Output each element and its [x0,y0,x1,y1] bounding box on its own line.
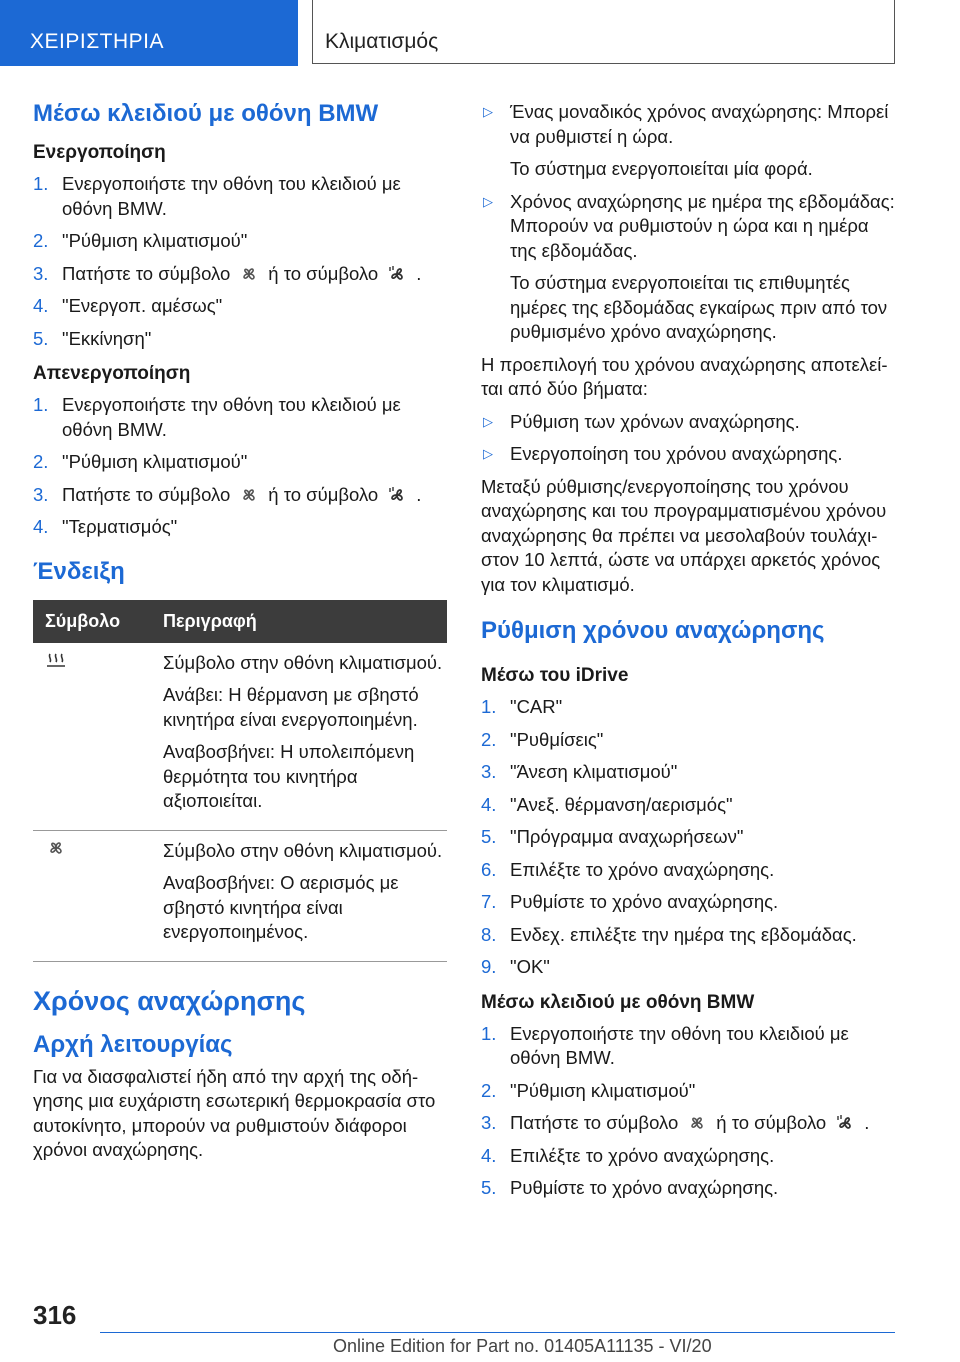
list-item: 6. Επιλέξτε το χρόνο αναχώρησης. [481,858,775,880]
departure-heading: Χρόνος αναχώρησης [33,985,306,1016]
ventilation-icon [238,486,260,504]
list-item: 1. Ενεργοποιήστε την οθόνη του κλειδιού με οθόνη BMW. [481,1022,849,1068]
section-tab: ΧΕΙΡΙΣΤΗΡΙΑ [0,0,298,66]
list-item: 9. "OK" [481,956,550,977]
right-column [481,100,897,1213]
principle-text: Για να διασφαλιστεί ήδη από την αρχή της οδήγησης μια ευχάριστη εσωτερική θερμοκρασία στο αυτοκίνητο, μπορούν να ρυθμιστούν διάφοροι χρόνοι αναχώρησης. [33,1065,436,1160]
list-item: 4. "Ανεξ. θέρμανση/αερισμός" [481,793,733,815]
between-text: Μεταξύ ρύθμισης/ενεργοποίησης του χρόνου αναχώρησης και του προγραμματισμένου χρόνου αναχώρησης θα πρέπει να μεσολαβούν τουλάχιστον 10 λεπτά, ώστε να υπάρχει αρκετός χρόνος για τον κλιματισμό. [481,475,887,595]
list-item: ▷ Ρύθμιση των χρόνων αναχώρησης. [481,410,897,435]
list-item: ▷ Ένας μοναδικός χρόνος αναχώρησης: Μπορεί να ρυθμιστεί η ώρα. Το σύστημα ενεργοποιείται μία φορά. [483,101,889,179]
list-item: 2. "Ρύθμιση κλιματισμού" [33,451,248,472]
list-item: ▷ Ενεργοποίηση του χρόνου αναχώρησης. [481,442,897,467]
list-item: 5. "Εκκίνηση" [33,327,152,349]
default-text: Η προεπιλογή του χρόνου αναχώρησης αποτελείται από δύο βήματα: [481,353,888,399]
triangle-bullet-icon: ▷ [483,104,493,119]
triangle-bullet-icon: ▷ [483,446,493,461]
table-row [33,830,447,961]
list-item: 2. "Ρύθμιση κλιματισμού" [33,230,248,251]
description-line: Ανάβει: Η θέρμανση με σβηστό κινητήρα είναι ενεργοποιημένη. [163,684,419,730]
idrive-heading: Μέσω του iDrive [481,665,629,686]
list-item: 7. Ρυθμίστε το χρόνο αναχώρησης. [481,891,779,912]
list-item: 3. "Άνεση κλιματισμού" [481,761,678,782]
display-heading: Ένδειξη [33,557,125,585]
page-number: 316 [33,1300,77,1330]
ventilation-icon [238,265,260,283]
page-header [0,0,960,66]
list-item: 2. "Ρύθμιση κλιματισμού" [481,1079,696,1101]
list-item: 4. "Ενεργοπ. αμέσως" [33,295,223,316]
key-steps [481,1022,897,1201]
principle-heading: Αρχή λειτουργίας [33,1030,233,1058]
table-header-symbol: Σύμβολο [33,600,151,643]
left-column [33,100,447,1171]
description-line: Σύμβολο στην οθόνη κλιματισμού. [163,839,443,861]
list-item: 5. Ρυθμίστε το χρόνο αναχώρησης. [481,1177,779,1198]
list-item: 4. "Τερματισμός" [33,516,178,537]
triangle-bullet-icon: ▷ [483,193,493,209]
ventilation-heating-icon [834,1114,856,1132]
ventilation-icon [686,1114,708,1132]
ventilation-icon [45,839,67,857]
description-line: Σύμβολο στην οθόνη κλιματισμού. [163,651,443,673]
description-line: Αναβοσβήνει: Ο αερισμός με σβηστό κινητήρα είναι ενεργοποιημένος. [163,872,399,942]
deactivation-steps [33,393,447,540]
list-item: 3. Πατήστε το σύμβολο ή το σύμβολο . [33,262,422,284]
list-item: ▷ Χρόνος αναχώρησης με ημέρα της εβδομάδας: Μπορούν να ρυθμιστούν η ώρα και η ημέρα της εβδομάδας. Το σύστημα ενεργοποιείται τις επιθυμητές ημέρες της εβδομάδας εγκαίρως πριν από τον ρυθμισμένο χρόνο αναχώρησης. [483,190,895,342]
footer-divider [100,1332,895,1333]
triangle-bullet-icon: ▷ [483,413,493,429]
idrive-steps [481,695,897,980]
list-item: 1. "CAR" [481,696,563,717]
list-item: 1. Ενεργοποιήστε την οθόνη του κλειδιού με οθόνη BMW. [33,173,401,219]
list-item: 2. "Ρυθμίσεις" [481,728,604,750]
list-item: 8. Ενδεχ. επιλέξτε την ημέρα της εβδομάδας. [481,923,857,945]
list-item: 4. Επιλέξτε το χρόνο αναχώρησης. [481,1144,775,1166]
deactivation-heading: Απενεργοποίηση [33,363,191,384]
list-item: 3. Πατήστε το σύμβολο ή το σύμβολο . [33,483,422,505]
symbol-table [33,600,447,962]
list-item: 1. Ενεργοποιήστε την οθόνη του κλειδιού με οθόνη BMW. [33,394,401,440]
list-item: 5. "Πρόγραμμα αναχωρήσεων" [481,826,744,847]
steps-bullets [481,410,897,467]
edition-text: Online Edition for Part no. 01405A11135 - VI/20 [333,1336,712,1356]
ventilation-heating-icon [386,265,408,283]
list-item: 3. Πατήστε το σύμβολο ή το σύμβολο . [481,1112,870,1133]
activation-heading: Ενεργοποίηση [33,142,166,163]
chapter-title: Κλιματισμός [312,0,895,64]
key-heading: Μέσω κλειδιού με οθόνη BMW [481,991,755,1013]
set-departure-heading: Ρύθμιση χρόνου αναχώρησης [481,617,825,644]
departure-types-list [481,100,897,345]
ventilation-heating-icon [386,486,408,504]
activation-steps [33,172,447,351]
key-section-title: Μέσω κλειδιού με οθόνη BMW [33,100,379,127]
table-row [33,643,447,831]
heating-icon [45,651,67,669]
table-header-description: Περιγραφή [151,600,447,643]
description-line: Αναβοσβήνει: Η υπολειπόμενη θερμότητα του κινητήρα αξιοποιείται. [163,741,415,811]
